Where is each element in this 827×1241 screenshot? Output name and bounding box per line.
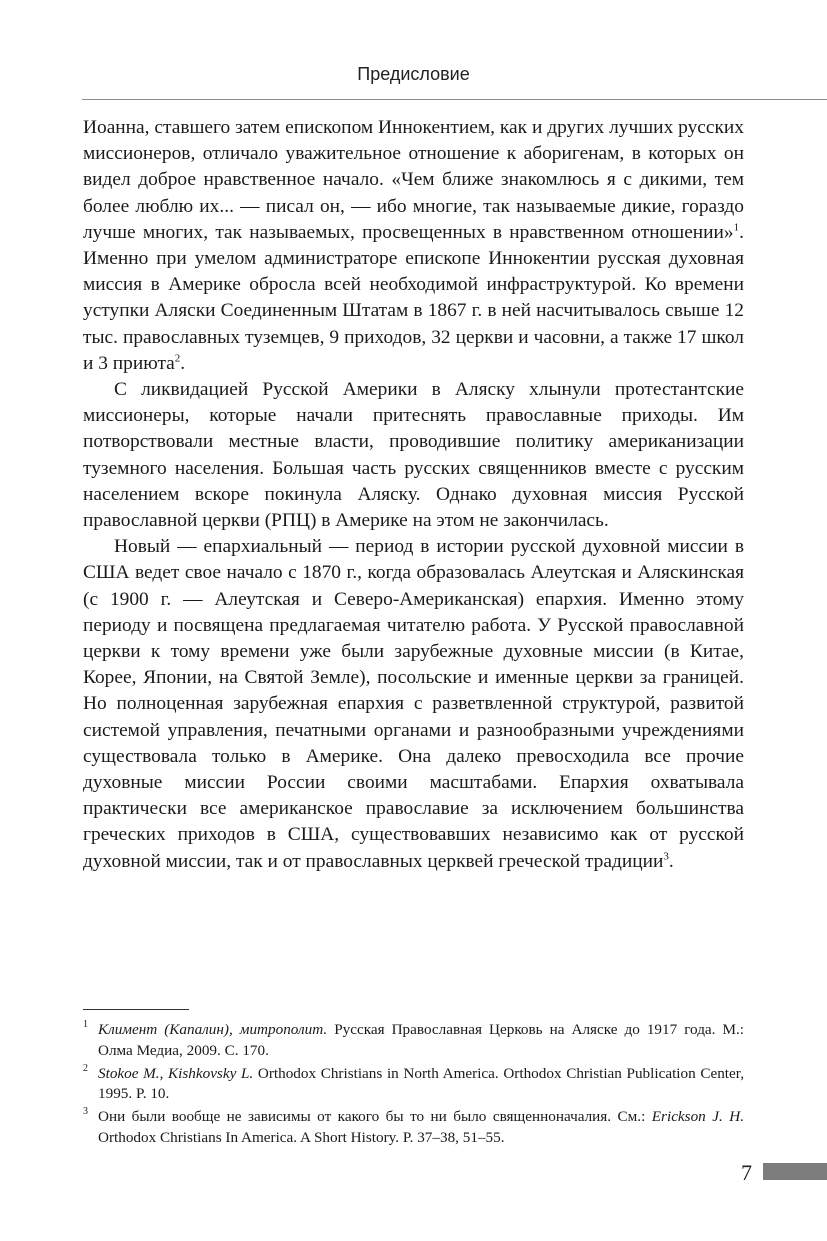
paragraph-1-tail: . Именно при умелом администраторе епископе Иннокентии русская духовная миссия в Америке обросла всей необходимой инфраструктурой. Ко времени уступки Аляски Соединенным Штатам в 1867 г. в ней насчитывалось свыше 12 тыс. православных туземцев, 9 приходов, 32 церкви и часовни, а также 17 школ и 3 приюта: [83, 221, 744, 374]
footnotes: [83, 1020, 744, 1151]
footnote-text: Русская Православная Церковь на Аляске до 1917 года. М.: Олма Медиа, 2009. С. 170.: [98, 1021, 744, 1059]
paragraph-3: [83, 534, 744, 875]
paragraph-1-text: Иоанна, ставшего затем епископом Иннокентием, как и других лучших русских миссионеров, отличало уважительное отношение к аборигенам, в которых он видел доброе нравственное начало. «Чем ближе знакомлюсь я с дикими, тем более люблю их... — писал он, — ибо многие, так называемые дикие, гораздо лучше многих, так называемых, просвещенных в нравственном отношении»: [83, 117, 744, 243]
footnote-text: Orthodox Christians In America. A Short History. P. 37–38, 51–55.: [98, 1128, 505, 1146]
footnote-number: 3: [83, 1106, 88, 1118]
running-head: Предисловие: [357, 64, 470, 84]
footnote-1: [83, 1020, 744, 1062]
footnote-ref-2[interactable]: 2: [174, 352, 181, 365]
header-rule: [82, 99, 827, 100]
paragraph-3-text: Новый — епархиальный — период в истории русской духовной миссии в США ведет свое начало с 1870 г., когда образовалась Алеутская и Аляскинская (с 1900 г. — Алеутская и Северо-Американская) епархия. Именно этому периоду и посвящена предлагаемая читателю работа. У Русской православной церкви к тому времени уже были зарубежные духовные миссии (в Китае, Корее, Японии, на Святой Земле), посольские и именные церкви за границей. Но полноценная зарубежная епархия с разветвленной структурой, развитой системой управления, печатными органами и разнообразными учреждениями существовала только в Америке. Она далеко превосходила все прочие духовные миссии России своими масштабами. Епархия охватывала практически все американское православие за исключением большинства греческих приходов в США, существовавших независимо как от русской духовной миссии, так и от православных церквей греческой традиции: [83, 536, 744, 872]
footnote-ref-1[interactable]: 1: [733, 221, 740, 234]
page-number: 7: [741, 1160, 752, 1185]
footnote-3: [83, 1107, 744, 1149]
footnote-number: 2: [83, 1062, 88, 1074]
footnote-text: Orthodox Christians in North America. Orthodox Christian Publication Center, 1995. P. 10.: [98, 1064, 745, 1103]
footnote-number: 1: [83, 1019, 88, 1030]
footnote-author: Stokoe M., Kishkovsky L.: [98, 1064, 254, 1082]
paragraph-1: [83, 115, 744, 377]
body-text: [83, 115, 744, 875]
footnote-author: Erickson J. H.: [651, 1108, 744, 1126]
footnote-author: Климент (Капалин), митрополит.: [98, 1021, 328, 1038]
footnote-pretext: Они были вообще не зависимы от какого бы то ни было священноначалия. См.:: [98, 1108, 652, 1126]
paragraph-1-end: .: [180, 352, 186, 374]
paragraph-3-tail: .: [668, 850, 674, 872]
footnote-ref-3[interactable]: 3: [663, 850, 669, 863]
paragraph-2: С ликвидацией Русской Америки в Аляску хлынули протестантские миссионеры, которые начали притеснять православные приходы. Им потворствовали местные власти, проводившие политику американизации туземного населения. Большая часть русских священников вместе с русским населением вскоре покинула Аляску. Однако духовная миссия Русской православной церкви (РПЦ) в Америке на этом не закончилась.: [83, 379, 744, 532]
page-edge-tab: [763, 1163, 827, 1180]
footnote-2: [83, 1064, 744, 1106]
footnote-rule: [83, 1009, 189, 1010]
